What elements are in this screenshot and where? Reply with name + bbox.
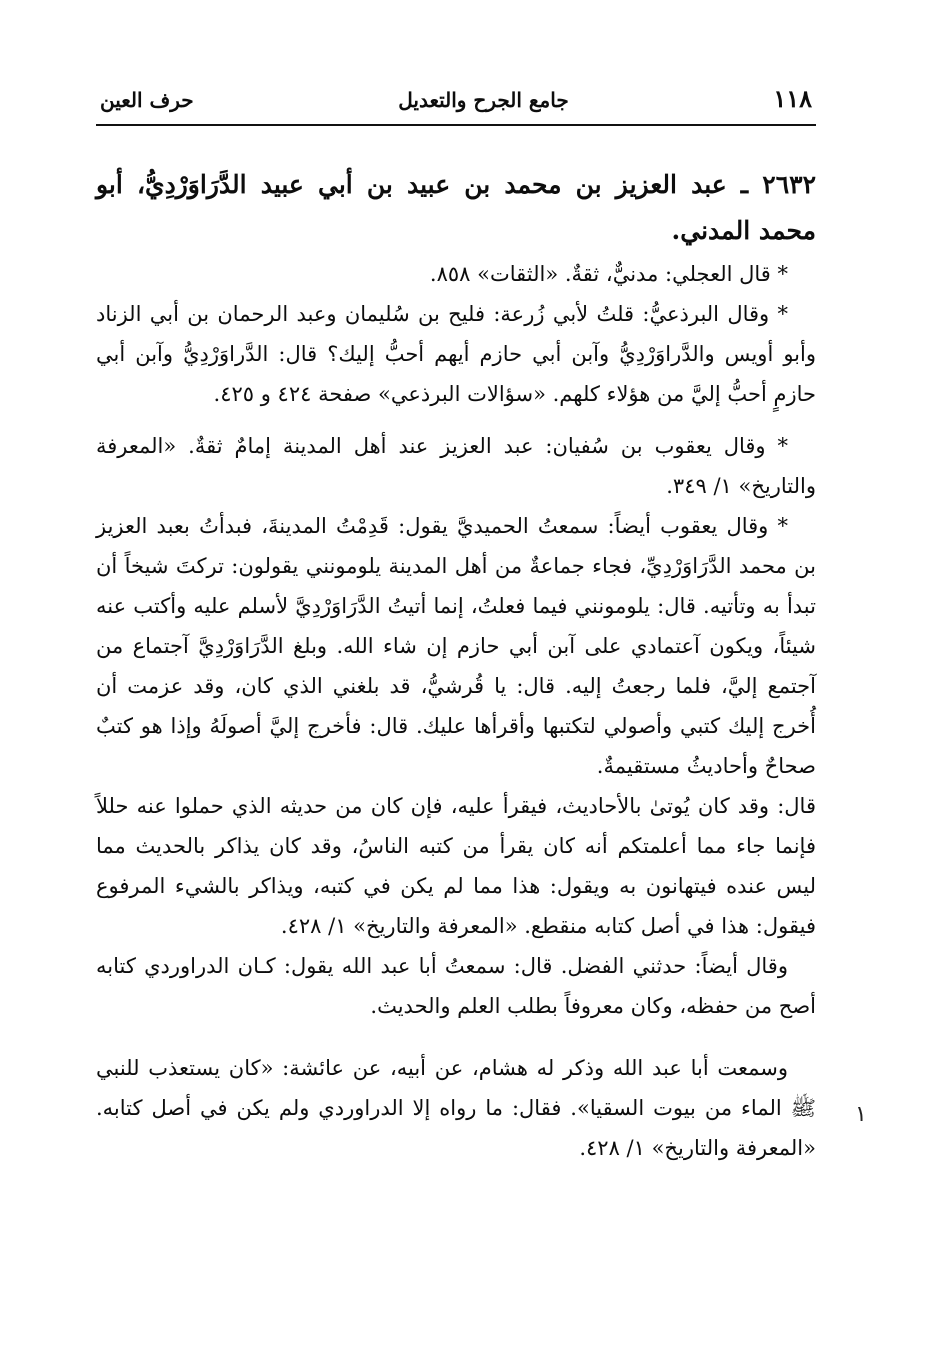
paragraph-bardhai: * وقال البرذعيُّ: قلتُ لأبي زُرعة: فليح بن سُليمان وعبد الرحمان بن أبي الزناد وأبو أويس والدَّراوَرْدِيُّ وآبن أبي حازم أيهم أحبُّ إليك؟ قال: الدَّراوَرْدِيُّ وآبن أبي حازمٍ أحبُّ إليَّ من هؤلاء كلهم. «سؤالات البرذعي» صفحة ٤٢٤ و ٤٢٥. bbox=[96, 302, 816, 406]
entry-heading: ٢٦٣٢ ـ عبد العزيز بن محمد بن عبيد بن أبي عبيد الدَّرَاوَرْدِيُّ، أبو محمد المدني. bbox=[96, 170, 816, 245]
page-number: ١١٨ bbox=[773, 84, 812, 113]
margin-mark: ١ bbox=[855, 1102, 867, 1127]
paragraph-fadl: وقال أيضاً: حدثني الفضل. قال: سمعتُ أبا عبد الله يقول: كـان الدراوردي كتابه أصح من حفظه، وكان معروفاً بطلب العلم والحديث. bbox=[96, 954, 816, 1018]
document-page bbox=[96, 84, 816, 1168]
paragraph-yaqub-2: * وقال يعقوب أيضاً: سمعتُ الحميديَّ يقول: قَدِمْتُ المدينةَ، فبدأتُ بعبد العزيز بن محمد الدَّرَاوَرْدِيِّ، فجاء جماعةٌ من أهل المدينة يلومونني يقولون: تركتَ شيخاً أن تبدأ به وتأتيه. قال: يلومونني فيما فعلتُ، إنما أتيتُ الدَّرَاوَرْدِيَّ لأسلم عليه وأكتب عنه شيئاً، ويكون آعتمادي على آبن أبي حازم إن شاء الله. وبلغ الدَّرَاوَرْدِيَّ آجتماع من آجتمع إليَّ، فلما رجعتُ إليه. قال: يا قُرشيُّ، قد بلغني الذي كان، وقد عزمت أن أُخرج إليك كتبي وأصولي لتكتبها وأقرأها عليك. قال: فأخرج إليَّ أصولَهُ وإذا هو كتبٌ صحاحٌ وأحاديثُ مستقيمةٌ. bbox=[96, 514, 816, 778]
running-header bbox=[96, 84, 816, 126]
section-title: حرف العين bbox=[100, 88, 194, 112]
book-title: جامع الجرح والتعديل bbox=[398, 88, 569, 112]
biography-entry bbox=[96, 162, 816, 1168]
paragraph-ijli: * قال العجلي: مدنيٌّ، ثقةٌ. «الثقات» ٨٥٨. bbox=[429, 262, 788, 286]
paragraph-yaqub-3: قال: وقد كان يُوتىٰ بالأحاديث، فيقرأ عليه، فإن كان من حديثه الذي حملوا عنه حللاً فإنما جاء مما أعلمتكم أنه كان يقرأ من كتبه الناسُ، وقد كان يذاكر بالحديث مما ليس عنده فيتهانون به ويقول: هذا مما لم يكن في كتبه، ويذاكر بالشيء المرفوع فيقول: هذا في أصل كتابه منقطع. «المعرفة والتاريخ» ١/ ٤٢٨. bbox=[96, 794, 816, 938]
paragraph-aisha: وسمعت أبا عبد الله وذكر له هشام، عن أبيه، عن عائشة: «كان يستعذب للنبي ﷺ الماء من بيوت السقيا». فقال: ما رواه إلا الدراوردي ولم يكن في أصل كتابه. «المعرفة والتاريخ» ١/ ٤٢٨. bbox=[96, 1056, 816, 1160]
paragraph-yaqub-1: * وقال يعقوب بن سُفيان: عبد العزيز عند أهل المدينة إمامٌ ثقةٌ. «المعرفة والتاريخ» ١/ ٣٤٩. bbox=[96, 434, 816, 498]
